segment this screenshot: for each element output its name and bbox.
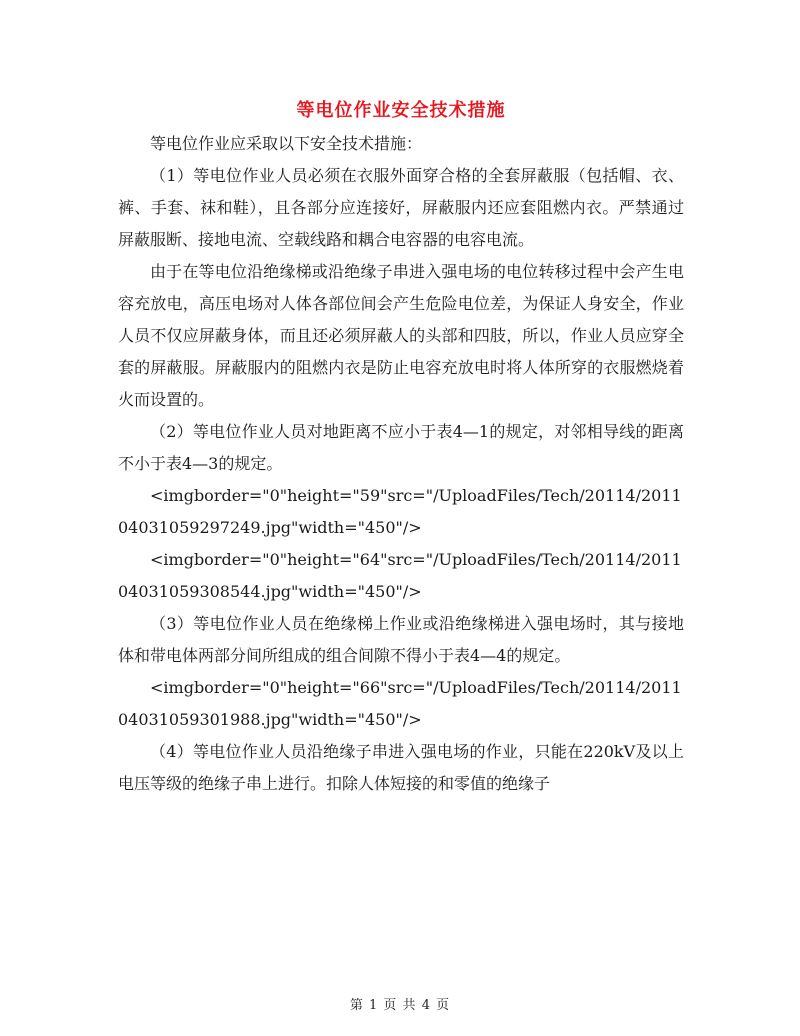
paragraph-image-code-3: <imgborder="0"height="66"src="/UploadFiles/Tech/20114/201104031059301988.jpg"width="450"/> xyxy=(118,678,682,729)
document-body xyxy=(118,128,684,800)
paragraph-intro: 等电位作业应采取以下安全技术措施： xyxy=(150,134,423,153)
paragraph-item-2: （2）等电位作业人员对地距离不应小于表4—1的规定，对邻相导线的距离不小于表4—3的规定。 xyxy=(118,422,684,473)
paragraph-item-1: （1）等电位作业人员必须在衣服外面穿合格的全套屏蔽服（包括帽、衣、裤、手套、袜和鞋），且各部分应连接好，屏蔽服内还应套阻燃内衣。严禁通过屏蔽服断、接地电流、空载线路和耦合电容器的电容电流。 xyxy=(118,166,684,249)
paragraph-item-4: （4）等电位作业人员沿绝缘子串进入强电场的作业，只能在220kV及以上电压等级的绝缘子串上进行。扣除人体短接的和零值的绝缘子 xyxy=(118,742,684,793)
page-footer: 第 1 页 共 4 页 xyxy=(349,998,451,1013)
paragraph-explanation: 由于在等电位沿绝缘梯或沿绝缘子串进入强电场的电位转移过程中会产生电容充放电，高压电场对人体各部位间会产生危险电位差，为保证人身安全，作业人员不仅应屏蔽身体，而且还必须屏蔽人的头部和四肢，所以，作业人员应穿全套的屏蔽服。屏蔽服内的阻燃内衣是防止电容充放电时将人体所穿的衣服燃烧着火而设置的。 xyxy=(118,262,684,409)
document-title: 等电位作业安全技术措施 xyxy=(296,100,506,121)
paragraph-item-3: （3）等电位作业人员在绝缘梯上作业或沿绝缘梯进入强电场时，其与接地体和带电体两部分间所组成的组合间隙不得小于表4—4的规定。 xyxy=(118,614,684,665)
paragraph-image-code-1: <imgborder="0"height="59"src="/UploadFiles/Tech/20114/201104031059297249.jpg"width="450"/> xyxy=(118,486,682,537)
paragraph-image-code-2: <imgborder="0"height="64"src="/UploadFiles/Tech/20114/201104031059308544.jpg"width="450"/> xyxy=(118,550,682,601)
